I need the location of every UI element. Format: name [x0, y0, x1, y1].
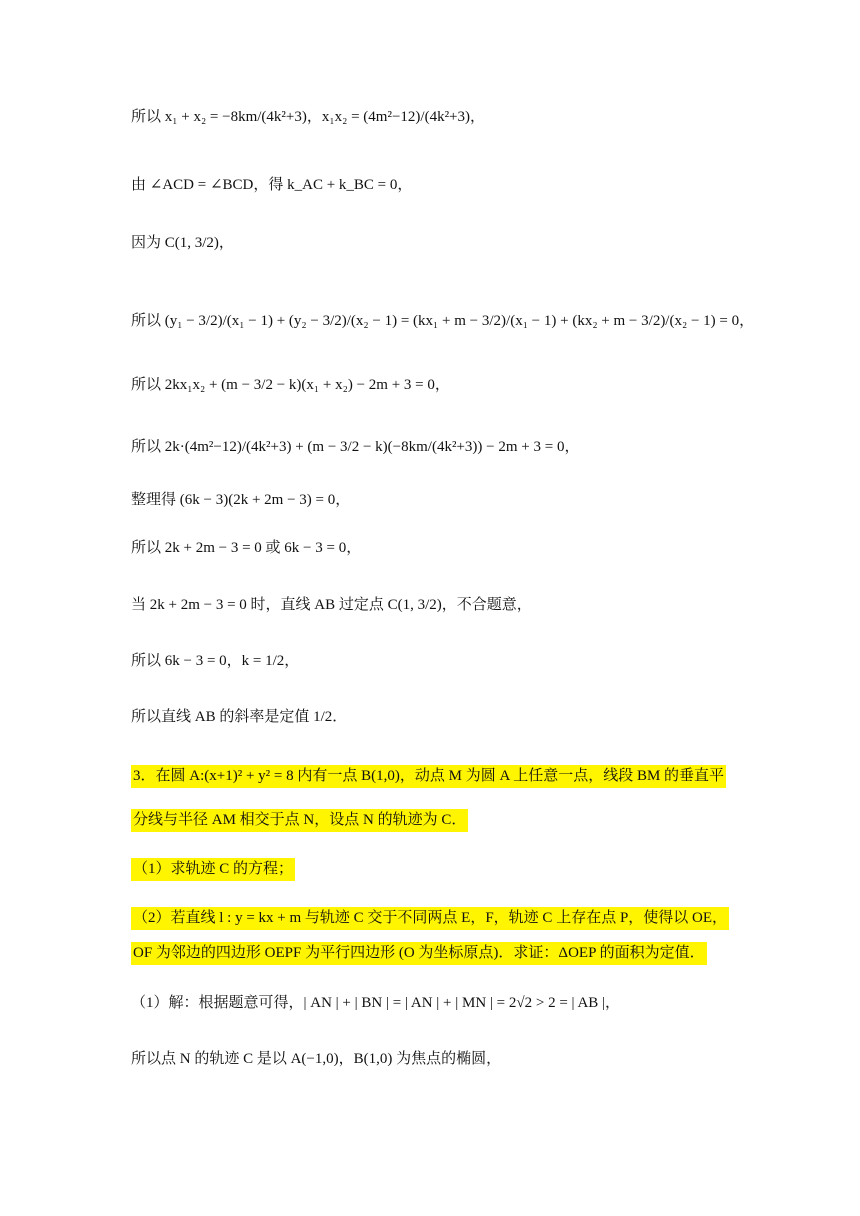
equation-line-6: 所以 2k·(4m²−12)/(4k²+3) + (m − 3/2 − k)(−8km/(4k²+3)) − 2m + 3 = 0，: [131, 439, 580, 455]
problem-part-1: （1）求轨迹 C 的方程；: [131, 858, 295, 881]
equation-line-3: 因为 C(1, 3/2)，: [131, 235, 234, 251]
equation-line-11: 所以直线 AB 的斜率是定值 1/2．: [131, 709, 348, 725]
solution-line-2: 所以点 N 的轨迹 C 是以 A(−1,0)，B(1,0) 为焦点的椭圆，: [131, 1051, 502, 1067]
equation-line-1: 所以 x₁ + x₂ = −8km/(4k²+3)，x₁x₂ = (4m²−12)/(4k²+3)，: [131, 109, 486, 125]
equation-line-8: 所以 2k + 2m − 3 = 0 或 6k − 3 = 0，: [131, 540, 362, 556]
equation-line-4: 所以 (y₁ − 3/2)/(x₁ − 1) + (y₂ − 3/2)/(x₂ − 1) = (kx₁ + m − 3/2)/(x₁ − 1) + (kx₂ + m − 3/2)/(x₂ − 1) = 0，: [131, 313, 755, 329]
equation-line-10: 所以 6k − 3 = 0，k = 1/2，: [131, 653, 300, 669]
equation-line-9: 当 2k + 2m − 3 = 0 时，直线 AB 过定点 C(1, 3/2)，不合题意，: [131, 597, 532, 613]
problem-part-2-line-1: （2）若直线 l : y = kx + m 与轨迹 C 交于不同两点 E，F，轨迹 C 上存在点 P，使得以 OE，: [131, 907, 729, 930]
problem-statement-line-2: 分线与半径 AM 相交于点 N，设点 N 的轨迹为 C．: [131, 809, 468, 832]
problem-statement-line-1: 3．在圆 A:(x+1)² + y² = 8 内有一点 B(1,0)，动点 M 为圆 A 上任意一点，线段 BM 的垂直平: [131, 765, 726, 788]
problem-part-2-line-2: OF 为邻边的四边形 OEPF 为平行四边形 (O 为坐标原点)．求证：ΔOEP 的面积为定值．: [131, 942, 707, 965]
equation-line-7: 整理得 (6k − 3)(2k + 2m − 3) = 0，: [131, 492, 351, 508]
equation-line-5: 所以 2kx₁x₂ + (m − 3/2 − k)(x₁ + x₂) − 2m + 3 = 0，: [131, 377, 450, 393]
equation-line-2: 由 ∠ACD = ∠BCD，得 k_AC + k_BC = 0，: [131, 177, 413, 193]
solution-line-1: （1）解：根据题意可得，| AN | + | BN | = | AN | + | MN | = 2√2 > 2 = | AB |，: [131, 995, 621, 1011]
